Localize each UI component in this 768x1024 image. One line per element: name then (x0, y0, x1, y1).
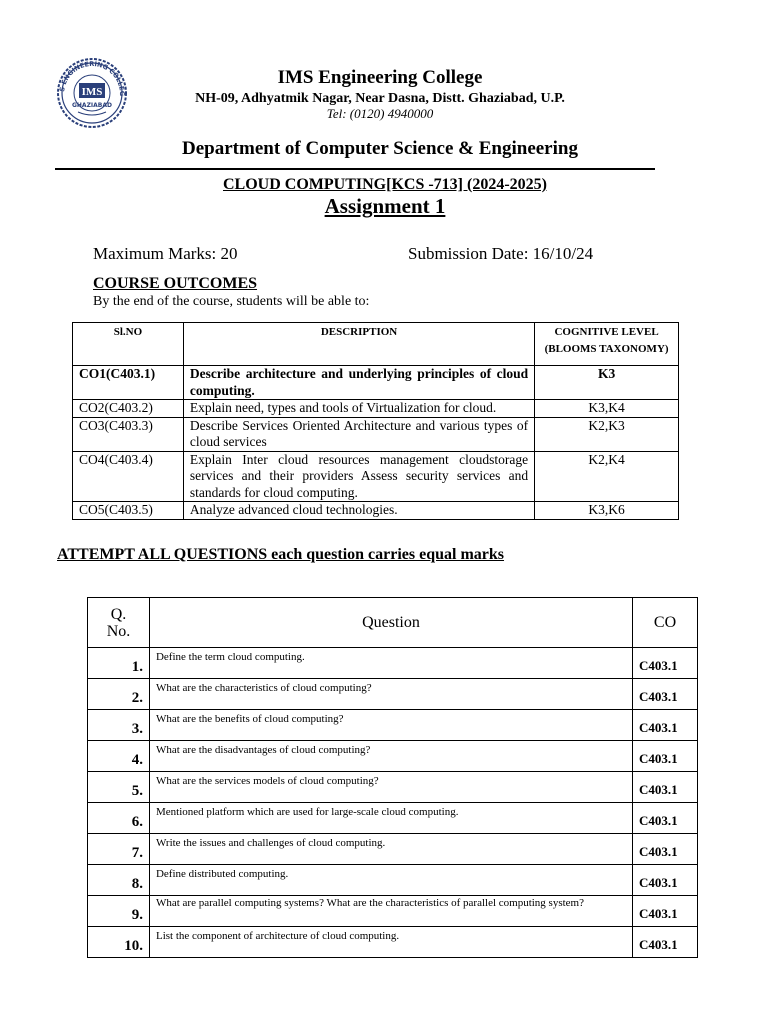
co-level: K3 (535, 366, 679, 400)
co-description: Explain Inter cloud resources management cloudstorage services and their providers Assess security services and standards for cloud computing. (183, 451, 534, 502)
question-text: List the component of architecture of cloud computing. (149, 927, 632, 958)
co-level: K3,K6 (535, 502, 679, 520)
table-row (88, 834, 698, 865)
table-row (88, 865, 698, 896)
table-row (88, 648, 698, 679)
table-row (73, 502, 679, 520)
table-row (88, 927, 698, 958)
table-row (73, 417, 679, 451)
question-text: What are the benefits of cloud computing? (149, 710, 632, 741)
column-header-qno: Q. No. (88, 598, 150, 648)
question-number: 5. (88, 772, 150, 803)
question-number: 8. (88, 865, 150, 896)
question-number: 7. (88, 834, 150, 865)
question-text: What are the characteristics of cloud computing? (149, 679, 632, 710)
question-text: Mentioned platform which are used for large-scale cloud computing. (149, 803, 632, 834)
table-row (88, 896, 698, 927)
table-row (88, 710, 698, 741)
question-number: 1. (88, 648, 150, 679)
question-number: 6. (88, 803, 150, 834)
logo-city: GHAZIABAD (71, 102, 113, 109)
course-outcomes-table (72, 322, 679, 520)
column-header-description: DESCRIPTION (183, 323, 534, 366)
question-text: What are the services models of cloud computing? (149, 772, 632, 803)
question-number: 2. (88, 679, 150, 710)
table-row (88, 679, 698, 710)
table-row (73, 366, 679, 400)
question-co: C403.1 (633, 741, 698, 772)
co-description: Describe Services Oriented Architecture and various types of cloud services (183, 417, 534, 451)
co-id: CO4(C403.4) (73, 451, 184, 502)
question-text: What are the disadvantages of cloud computing? (149, 741, 632, 772)
college-name: IMS Engineering College (277, 67, 483, 88)
column-header-question: Question (149, 598, 632, 648)
co-id: CO1(C403.1) (73, 366, 184, 400)
attempt-instruction: ATTEMPT ALL QUESTIONS each question carries equal marks (57, 546, 505, 563)
co-id: CO5(C403.5) (73, 502, 184, 520)
co-description: Describe architecture and underlying principles of cloud computing. (183, 366, 534, 400)
header-divider (55, 168, 655, 170)
question-co: C403.1 (633, 865, 698, 896)
department-name: Department of Computer Science & Engineering (182, 138, 578, 159)
question-number: 3. (88, 710, 150, 741)
table-row (88, 772, 698, 803)
co-id: CO2(C403.2) (73, 400, 184, 418)
question-co: C403.1 (633, 896, 698, 927)
college-telephone: Tel: (0120) 4940000 (326, 106, 434, 121)
table-header-row (88, 598, 698, 648)
question-co: C403.1 (633, 834, 698, 865)
college-logo (52, 56, 132, 128)
co-id: CO3(C403.3) (73, 417, 184, 451)
question-text: What are parallel computing systems? What are the characteristics of parallel computing system? (149, 896, 632, 927)
question-co: C403.1 (633, 648, 698, 679)
course-title: CLOUD COMPUTING[KCS -713] (2024-2025) (223, 176, 547, 193)
question-number: 4. (88, 741, 150, 772)
course-outcomes-intro: By the end of the course, students will be able to: (93, 294, 370, 309)
co-level: K2,K4 (535, 451, 679, 502)
question-co: C403.1 (633, 710, 698, 741)
course-outcomes-heading: COURSE OUTCOMES (93, 275, 258, 292)
table-row (88, 741, 698, 772)
table-header-row (73, 323, 679, 366)
table-row (88, 803, 698, 834)
logo-arc-text: S ENGINEERING COLLEG (58, 59, 127, 97)
co-description: Explain need, types and tools of Virtualization for cloud. (183, 400, 534, 418)
question-co: C403.1 (633, 927, 698, 958)
co-level: K3,K4 (535, 400, 679, 418)
question-text: Write the issues and challenges of cloud computing. (149, 834, 632, 865)
maximum-marks: Maximum Marks: 20 (93, 244, 238, 263)
co-description: Analyze advanced cloud technologies. (183, 502, 534, 520)
question-number: 9. (88, 896, 150, 927)
column-header-slno: Sl.NO (73, 323, 184, 366)
question-number: 10. (88, 927, 150, 958)
table-row (73, 451, 679, 502)
college-address: NH-09, Adhyatmik Nagar, Near Dasna, Distt. Ghaziabad, U.P. (195, 91, 565, 106)
question-text: Define distributed computing. (149, 865, 632, 896)
question-co: C403.1 (633, 679, 698, 710)
question-co: C403.1 (633, 772, 698, 803)
submission-date: Submission Date: 16/10/24 (408, 244, 594, 263)
column-header-co: CO (633, 598, 698, 648)
assignment-title: Assignment 1 (324, 194, 446, 218)
question-text: Define the term cloud computing. (149, 648, 632, 679)
logo-monogram: IMS (81, 86, 103, 98)
co-level: K2,K3 (535, 417, 679, 451)
column-header-cognitive-level: COGNITIVE LEVEL (BLOOMS TAXONOMY) (535, 323, 679, 366)
table-row (73, 400, 679, 418)
question-co: C403.1 (633, 803, 698, 834)
questions-table (87, 597, 698, 958)
